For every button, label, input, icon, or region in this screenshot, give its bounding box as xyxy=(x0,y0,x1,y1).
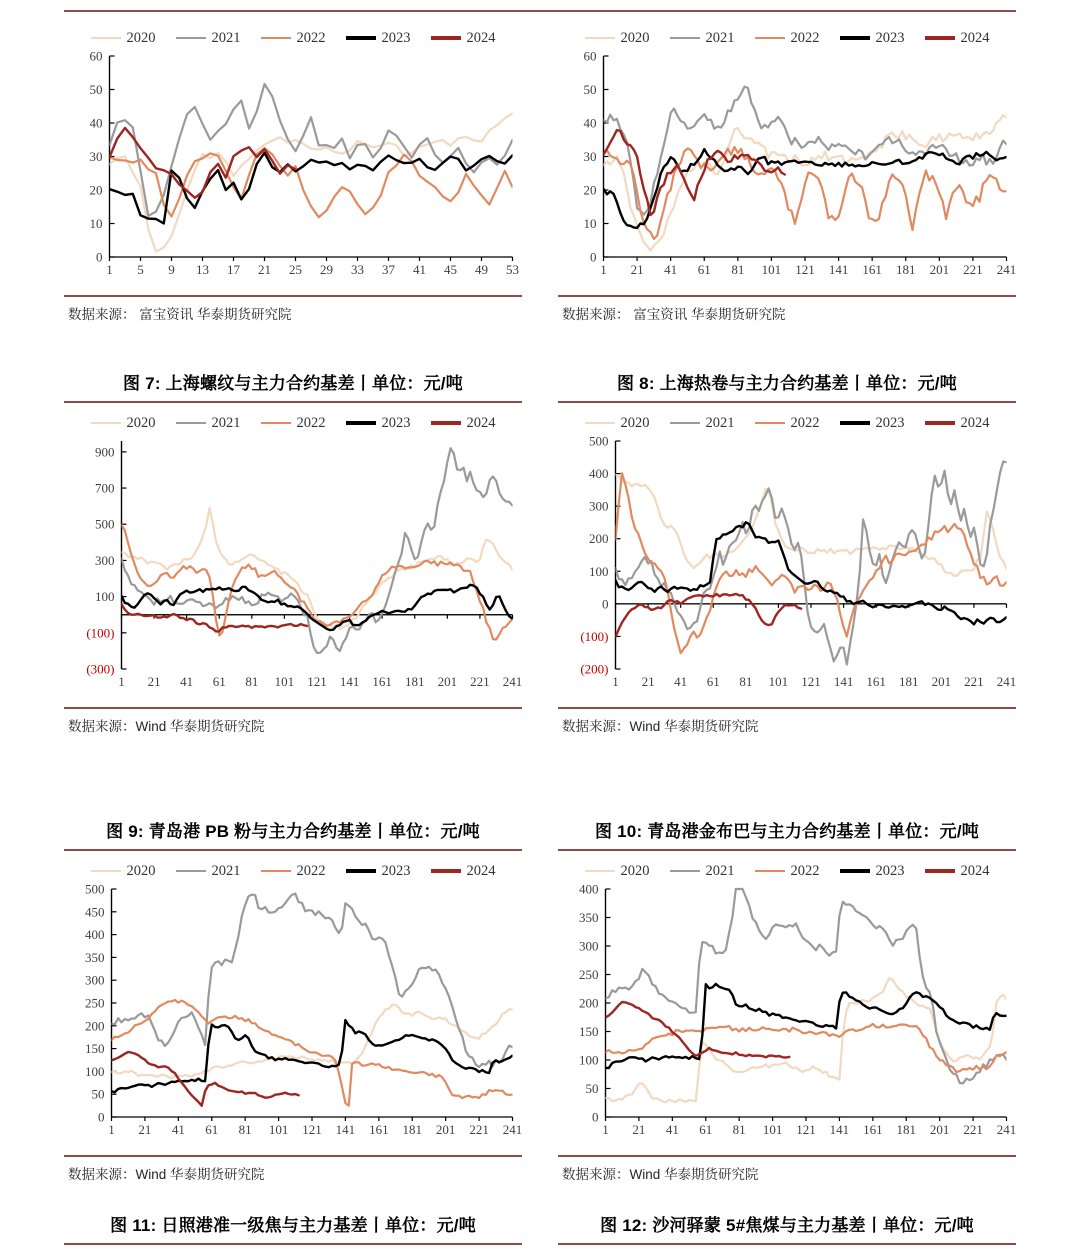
svg-text:37: 37 xyxy=(382,262,395,277)
legend-item-2021 xyxy=(670,415,735,432)
panel-fig8-shanghai-hrc xyxy=(558,369,1016,735)
legend-year-label: 2020 xyxy=(620,414,650,431)
legend-item-2022 xyxy=(261,30,326,47)
svg-text:(300): (300) xyxy=(86,661,115,677)
svg-text:241: 241 xyxy=(502,674,522,689)
chart-title: 图 12: 沙河驿蒙 5#焦煤与主力基差丨单位：元/吨 xyxy=(558,1211,1016,1245)
chart-canvas xyxy=(558,433,1016,695)
chart-title: 图 11: 日照港准一级焦与主力基差丨单位：元/吨 xyxy=(64,1211,522,1245)
legend-item-2021 xyxy=(176,863,241,880)
svg-text:241: 241 xyxy=(996,674,1016,689)
legend-year-label: 2024 xyxy=(960,862,990,879)
svg-text:161: 161 xyxy=(863,1122,883,1137)
svg-text:21: 21 xyxy=(630,262,644,277)
legend-item-2020 xyxy=(91,863,156,880)
legend-item-2022 xyxy=(261,415,326,432)
legend-item-2020 xyxy=(91,415,156,432)
legend-line-swatch xyxy=(585,422,615,425)
svg-text:25: 25 xyxy=(289,262,302,277)
legend-item-2023 xyxy=(346,415,411,432)
legend-year-label: 2020 xyxy=(126,414,156,431)
panel-fig12-shaheyi-coal xyxy=(558,1211,1016,1245)
svg-text:221: 221 xyxy=(469,1122,489,1137)
svg-text:201: 201 xyxy=(437,674,458,689)
svg-text:161: 161 xyxy=(369,1122,389,1137)
panel-daily-basis-right xyxy=(558,18,1016,323)
svg-text:100: 100 xyxy=(95,589,115,605)
svg-text:181: 181 xyxy=(402,1122,422,1137)
legend-item-2021 xyxy=(176,30,241,47)
svg-text:1: 1 xyxy=(108,1122,115,1137)
data-source: 数据来源：Wind 华泰期货研究院 xyxy=(64,1155,522,1183)
svg-text:1: 1 xyxy=(118,674,125,689)
data-source: 数据来源： 富宝资讯 华泰期货研究院 xyxy=(64,295,522,323)
svg-text:400: 400 xyxy=(579,881,599,897)
svg-text:500: 500 xyxy=(85,881,105,897)
legend-item-2022 xyxy=(755,863,820,880)
svg-text:150: 150 xyxy=(85,1041,105,1057)
svg-text:40: 40 xyxy=(89,115,103,131)
legend-year-label: 2024 xyxy=(960,414,990,431)
legend-line-swatch xyxy=(346,869,376,873)
legend-line-swatch xyxy=(840,869,870,873)
legend xyxy=(64,413,522,433)
legend-year-label: 2021 xyxy=(211,29,241,46)
legend-item-2024 xyxy=(431,415,496,432)
chart-canvas xyxy=(64,48,522,283)
legend-line-swatch xyxy=(91,422,121,425)
panel-fig11-rizhao-coke xyxy=(64,1211,522,1245)
legend-line-swatch xyxy=(840,36,870,40)
chart-row-1 xyxy=(64,18,1016,323)
legend-year-label: 2024 xyxy=(466,29,496,46)
svg-text:61: 61 xyxy=(212,674,226,689)
legend-line-swatch xyxy=(755,422,785,425)
svg-text:100: 100 xyxy=(589,563,609,579)
legend-year-label: 2020 xyxy=(126,862,156,879)
svg-text:(100): (100) xyxy=(580,628,609,644)
svg-text:1: 1 xyxy=(600,262,607,277)
svg-text:41: 41 xyxy=(664,262,678,277)
svg-text:0: 0 xyxy=(602,596,609,612)
legend-line-swatch xyxy=(925,869,955,873)
legend-item-2020 xyxy=(91,30,156,47)
legend-item-2024 xyxy=(925,415,990,432)
svg-text:(200): (200) xyxy=(580,661,609,677)
svg-text:0: 0 xyxy=(96,249,103,265)
svg-text:100: 100 xyxy=(579,1052,599,1068)
legend-year-label: 2023 xyxy=(381,414,411,431)
data-source: 数据来源：Wind 华泰期货研究院 xyxy=(558,1155,1016,1183)
legend-item-2023 xyxy=(346,863,411,880)
legend-line-swatch xyxy=(91,37,121,40)
svg-text:21: 21 xyxy=(258,262,271,277)
chart-row-4 xyxy=(64,1211,1016,1245)
legend-item-2021 xyxy=(176,415,241,432)
svg-text:700: 700 xyxy=(95,480,115,496)
panel-fig7-shanghai-rebar xyxy=(64,369,522,735)
chart-title: 图 7: 上海螺纹与主力合约基差丨单位：元/吨 xyxy=(64,369,522,403)
legend-item-2022 xyxy=(755,415,820,432)
svg-text:181: 181 xyxy=(896,1122,916,1137)
svg-text:150: 150 xyxy=(579,1024,599,1039)
legend-item-2024 xyxy=(431,30,496,47)
svg-text:10: 10 xyxy=(89,216,103,231)
svg-text:61: 61 xyxy=(699,1122,713,1137)
svg-text:61: 61 xyxy=(205,1122,219,1137)
legend-item-2023 xyxy=(346,30,411,47)
legend-line-swatch xyxy=(925,421,955,425)
svg-text:141: 141 xyxy=(335,1122,356,1137)
legend-line-swatch xyxy=(670,422,700,425)
legend-line-swatch xyxy=(840,421,870,425)
legend-item-2023 xyxy=(840,30,905,47)
legend-item-2020 xyxy=(585,863,650,880)
legend-year-label: 2024 xyxy=(466,414,496,431)
legend-year-label: 2022 xyxy=(790,862,820,879)
svg-text:101: 101 xyxy=(761,262,782,277)
svg-text:350: 350 xyxy=(579,910,599,925)
legend-year-label: 2021 xyxy=(705,862,735,879)
chart-row-3 xyxy=(64,817,1016,1183)
svg-text:141: 141 xyxy=(339,674,360,689)
svg-text:41: 41 xyxy=(171,1122,185,1137)
panel-fig10-qingdao-jimblebar xyxy=(558,817,1016,1183)
legend-item-2023 xyxy=(840,863,905,880)
svg-text:161: 161 xyxy=(866,674,886,689)
legend-line-swatch xyxy=(585,37,615,40)
svg-text:201: 201 xyxy=(931,674,952,689)
svg-text:400: 400 xyxy=(589,466,609,482)
svg-text:0: 0 xyxy=(98,1109,105,1125)
svg-text:201: 201 xyxy=(435,1122,456,1137)
svg-text:100: 100 xyxy=(85,1063,105,1079)
svg-text:40: 40 xyxy=(583,115,597,131)
svg-text:101: 101 xyxy=(268,1122,289,1137)
legend-year-label: 2023 xyxy=(381,29,411,46)
svg-text:41: 41 xyxy=(180,674,194,689)
legend-year-label: 2023 xyxy=(875,862,905,879)
data-source: 数据来源：Wind 华泰期货研究院 xyxy=(558,707,1016,735)
svg-text:141: 141 xyxy=(833,674,854,689)
svg-text:1: 1 xyxy=(602,1122,609,1137)
legend-year-label: 2021 xyxy=(705,414,735,431)
svg-text:53: 53 xyxy=(506,262,519,277)
legend-year-label: 2023 xyxy=(875,414,905,431)
svg-text:50: 50 xyxy=(585,1081,599,1096)
chart-title: 图 10: 青岛港金布巴与主力合约基差丨单位：元/吨 xyxy=(558,817,1016,851)
svg-text:121: 121 xyxy=(307,674,327,689)
legend-line-swatch xyxy=(670,37,700,40)
legend-line-swatch xyxy=(755,870,785,873)
legend-line-swatch xyxy=(176,422,206,425)
legend-line-swatch xyxy=(755,37,785,40)
legend-item-2021 xyxy=(670,30,735,47)
legend xyxy=(558,413,1016,433)
svg-text:61: 61 xyxy=(706,674,720,689)
legend-line-swatch xyxy=(346,36,376,40)
legend-year-label: 2020 xyxy=(126,29,156,46)
svg-text:21: 21 xyxy=(641,674,655,689)
chart-title: 图 9: 青岛港 PB 粉与主力合约基差丨单位：元/吨 xyxy=(64,817,522,851)
svg-text:81: 81 xyxy=(739,674,753,689)
data-source: 数据来源：Wind 华泰期货研究院 xyxy=(64,707,522,735)
svg-text:200: 200 xyxy=(579,995,599,1011)
svg-text:29: 29 xyxy=(320,262,333,277)
svg-text:49: 49 xyxy=(475,262,488,277)
data-source: 数据来源： 富宝资讯 华泰期货研究院 xyxy=(558,295,1016,323)
svg-text:181: 181 xyxy=(896,262,916,277)
svg-text:21: 21 xyxy=(138,1122,152,1137)
svg-text:50: 50 xyxy=(583,82,597,97)
svg-text:121: 121 xyxy=(801,674,821,689)
svg-text:350: 350 xyxy=(85,949,105,965)
legend-line-swatch xyxy=(261,37,291,40)
legend-item-2020 xyxy=(585,415,650,432)
svg-text:50: 50 xyxy=(89,82,103,97)
legend-item-2023 xyxy=(840,415,905,432)
svg-text:201: 201 xyxy=(929,1122,950,1137)
legend xyxy=(558,861,1016,881)
svg-text:0: 0 xyxy=(592,1109,599,1125)
legend-year-label: 2022 xyxy=(296,862,326,879)
svg-text:101: 101 xyxy=(762,1122,783,1137)
svg-text:21: 21 xyxy=(147,674,161,689)
svg-text:60: 60 xyxy=(583,48,597,64)
legend-year-label: 2022 xyxy=(296,29,326,46)
svg-text:221: 221 xyxy=(470,674,490,689)
svg-text:41: 41 xyxy=(665,1122,679,1137)
legend-line-swatch xyxy=(346,421,376,425)
svg-text:45: 45 xyxy=(444,262,457,277)
legend-line-swatch xyxy=(925,36,955,40)
svg-text:241: 241 xyxy=(996,1122,1016,1137)
legend-year-label: 2023 xyxy=(875,29,905,46)
svg-text:41: 41 xyxy=(674,674,688,689)
svg-text:450: 450 xyxy=(85,904,105,920)
svg-text:250: 250 xyxy=(85,995,105,1011)
svg-text:101: 101 xyxy=(768,674,789,689)
legend-year-label: 2021 xyxy=(211,414,241,431)
chart-title: 图 8: 上海热卷与主力合约基差丨单位：元/吨 xyxy=(558,369,1016,403)
svg-text:221: 221 xyxy=(963,1122,983,1137)
svg-text:300: 300 xyxy=(579,938,599,954)
chart-canvas xyxy=(64,881,522,1143)
svg-text:201: 201 xyxy=(929,262,950,277)
chart-row-2 xyxy=(64,369,1016,735)
legend-item-2022 xyxy=(755,30,820,47)
svg-text:1: 1 xyxy=(106,262,113,277)
svg-text:121: 121 xyxy=(796,1122,816,1137)
svg-text:141: 141 xyxy=(829,1122,850,1137)
svg-text:81: 81 xyxy=(238,1122,252,1137)
legend-year-label: 2024 xyxy=(466,862,496,879)
legend-item-2024 xyxy=(431,863,496,880)
chart-canvas xyxy=(64,433,522,695)
svg-text:161: 161 xyxy=(862,262,882,277)
legend xyxy=(64,861,522,881)
svg-text:300: 300 xyxy=(85,972,105,988)
svg-text:181: 181 xyxy=(405,674,425,689)
legend-line-swatch xyxy=(670,870,700,873)
svg-text:200: 200 xyxy=(589,531,609,547)
panel-fig9-qingdao-pb xyxy=(64,817,522,1183)
legend-line-swatch xyxy=(585,870,615,873)
svg-text:1: 1 xyxy=(612,674,619,689)
page-top-rule xyxy=(64,10,1016,12)
svg-text:30: 30 xyxy=(89,149,103,164)
svg-text:300: 300 xyxy=(589,498,609,514)
legend-line-swatch xyxy=(431,869,461,873)
legend-item-2024 xyxy=(925,30,990,47)
svg-text:400: 400 xyxy=(85,927,105,943)
chart-canvas xyxy=(558,48,1016,283)
svg-text:141: 141 xyxy=(828,262,849,277)
legend-line-swatch xyxy=(176,37,206,40)
legend-year-label: 2024 xyxy=(960,29,990,46)
svg-text:10: 10 xyxy=(583,216,597,231)
legend-item-2024 xyxy=(925,863,990,880)
legend-line-swatch xyxy=(431,36,461,40)
svg-text:41: 41 xyxy=(413,262,426,277)
svg-text:17: 17 xyxy=(227,262,240,277)
legend-item-2020 xyxy=(585,30,650,47)
svg-text:81: 81 xyxy=(245,674,259,689)
legend-year-label: 2022 xyxy=(296,414,326,431)
legend-line-swatch xyxy=(91,870,121,873)
legend-line-swatch xyxy=(261,870,291,873)
legend-year-label: 2023 xyxy=(381,862,411,879)
svg-text:221: 221 xyxy=(964,674,984,689)
svg-text:50: 50 xyxy=(91,1086,105,1102)
svg-text:(100): (100) xyxy=(86,625,115,641)
svg-text:300: 300 xyxy=(95,552,115,568)
svg-text:500: 500 xyxy=(589,433,609,449)
svg-text:60: 60 xyxy=(89,48,103,64)
svg-text:181: 181 xyxy=(899,674,919,689)
chart-canvas xyxy=(558,881,1016,1143)
svg-text:5: 5 xyxy=(137,262,144,277)
svg-text:101: 101 xyxy=(274,674,295,689)
svg-text:161: 161 xyxy=(372,674,392,689)
legend-line-swatch xyxy=(431,421,461,425)
legend-item-2022 xyxy=(261,863,326,880)
svg-text:9: 9 xyxy=(168,262,175,277)
legend-year-label: 2022 xyxy=(790,29,820,46)
legend-year-label: 2021 xyxy=(211,862,241,879)
legend-year-label: 2021 xyxy=(705,29,735,46)
panel-weekly-basis-left xyxy=(64,18,522,323)
svg-text:200: 200 xyxy=(85,1018,105,1034)
svg-text:81: 81 xyxy=(732,1122,746,1137)
svg-text:221: 221 xyxy=(963,262,983,277)
legend xyxy=(64,28,522,48)
svg-text:81: 81 xyxy=(731,262,745,277)
svg-text:20: 20 xyxy=(583,182,597,198)
legend-line-swatch xyxy=(261,422,291,425)
legend-year-label: 2020 xyxy=(620,862,650,879)
legend xyxy=(558,28,1016,48)
svg-text:33: 33 xyxy=(351,262,364,277)
svg-text:500: 500 xyxy=(95,516,115,532)
legend-year-label: 2022 xyxy=(790,414,820,431)
svg-text:900: 900 xyxy=(95,444,115,460)
legend-item-2021 xyxy=(670,863,735,880)
svg-text:13: 13 xyxy=(196,262,209,277)
svg-text:121: 121 xyxy=(302,1122,322,1137)
svg-text:241: 241 xyxy=(996,262,1016,277)
legend-line-swatch xyxy=(176,870,206,873)
svg-text:241: 241 xyxy=(502,1122,522,1137)
legend-year-label: 2020 xyxy=(620,29,650,46)
svg-text:61: 61 xyxy=(697,262,711,277)
svg-text:21: 21 xyxy=(632,1122,646,1137)
svg-text:250: 250 xyxy=(579,967,599,982)
svg-text:30: 30 xyxy=(583,149,597,164)
svg-text:20: 20 xyxy=(89,182,103,198)
svg-text:0: 0 xyxy=(590,249,597,265)
svg-text:121: 121 xyxy=(795,262,815,277)
